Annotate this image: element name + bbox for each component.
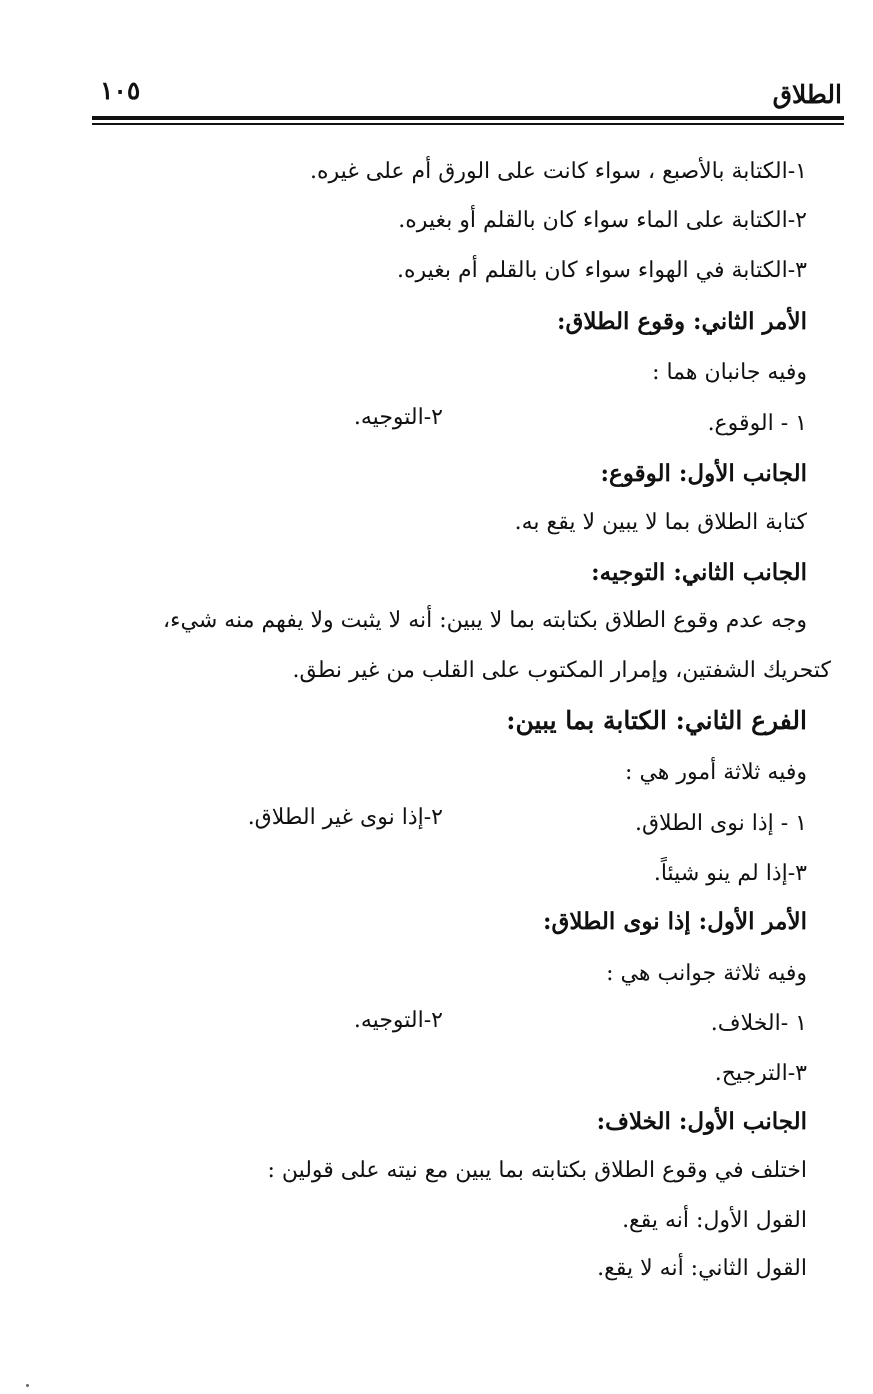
header-rule-thin <box>92 123 844 125</box>
paragraph-line: وفيه ثلاثة أمور هي : <box>625 760 807 785</box>
section-heading: الجانب الأول: الخلاف: <box>596 1108 807 1135</box>
list-item: ١ -الخلاف. <box>710 1011 807 1036</box>
section-heading: الأمر الأول: إذا نوى الطلاق: <box>543 908 807 935</box>
header-rule-thick <box>92 116 844 120</box>
list-item: ١ - إذا نوى الطلاق. <box>634 811 807 836</box>
paragraph-line: وفيه جانبان هما : <box>652 360 807 385</box>
branch-heading: الفرع الثاني: الكتابة بما يبين: <box>506 706 807 735</box>
paragraph-line: كتابة الطلاق بما لا يبين لا يقع به. <box>514 510 807 535</box>
list-item: ٢-التوجيه. <box>353 1008 443 1033</box>
section-heading: الجانب الثاني: التوجيه: <box>591 559 807 586</box>
paragraph-line: القول الأول: أنه يقع. <box>622 1208 807 1233</box>
page-number: ١٠٥ <box>100 76 141 105</box>
list-item: ٢-الكتابة على الماء سواء كان بالقلم أو بغيره. <box>398 208 807 233</box>
paragraph-line: وجه عدم وقوع الطلاق بكتابته بما لا يبين: أنه لا يثبت ولا يفهم منه شيء، <box>163 608 807 633</box>
list-item: ١-الكتابة بالأصبع ، سواء كانت على الورق أم على غيره. <box>310 159 807 184</box>
list-item: ٣-الترجيح. <box>714 1061 807 1086</box>
paragraph-line: وفيه ثلاثة جوانب هي : <box>606 961 807 986</box>
running-title: الطلاق <box>772 80 842 109</box>
list-item: ٢-إذا نوى غير الطلاق. <box>247 805 443 830</box>
page-header <box>92 72 844 112</box>
list-item: ٣-الكتابة في الهواء سواء كان بالقلم أم بغيره. <box>396 258 807 283</box>
list-item: ١ - الوقوع. <box>707 411 807 436</box>
section-heading: الجانب الأول: الوقوع: <box>600 460 807 487</box>
list-item: ٢-التوجيه. <box>353 405 443 430</box>
paragraph-line: اختلف في وقوع الطلاق بكتابته بما يبين مع نيته على قولين : <box>267 1158 807 1183</box>
section-heading: الأمر الثاني: وقوع الطلاق: <box>557 308 807 335</box>
paragraph-line: القول الثاني: أنه لا يقع. <box>597 1256 807 1281</box>
paragraph-line: كتحريك الشفتين، وإمرار المكتوب على القلب من غير نطق. <box>292 658 831 683</box>
list-item: ٣-إذا لم ينو شيئاً. <box>653 861 807 886</box>
scan-speck <box>26 1384 29 1387</box>
